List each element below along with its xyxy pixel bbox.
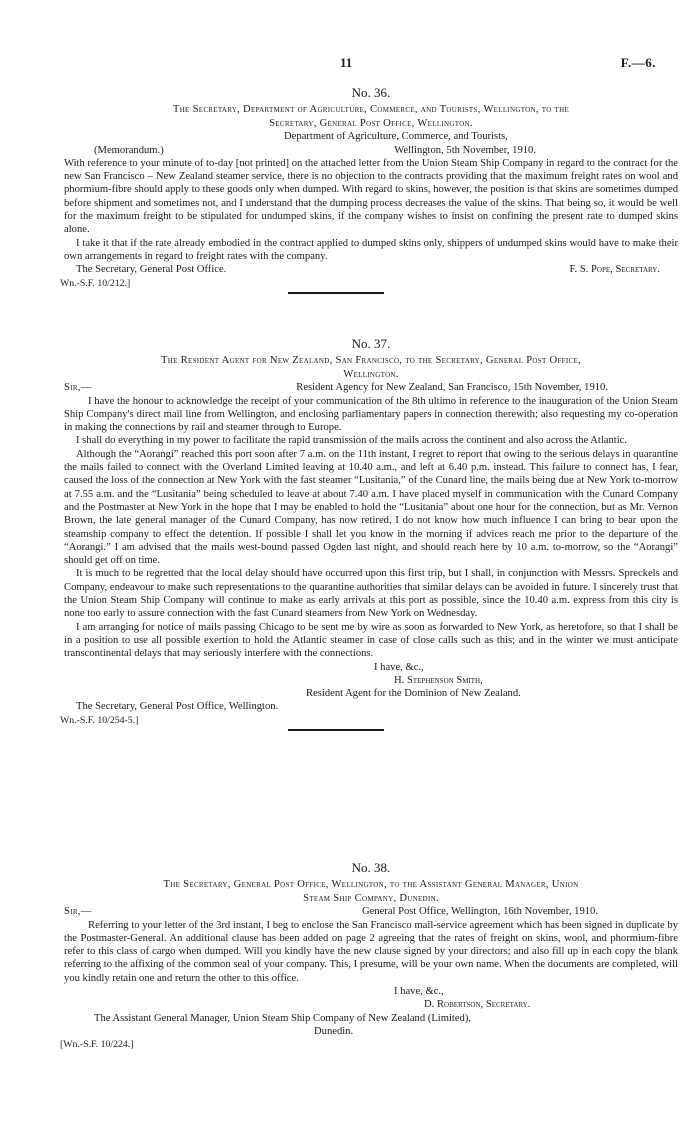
paragraph: I am arranging for notice of mails passing Chicago to be sent me by wire as soon as forwarded to New York, as heretofore, so that I shall be in a position to use all possible exertion to hold the Atlantic steamer in case of close calls such as this; and in the winter we must anticipate transcontinental delays that may seriously interfere with the connections. [64, 621, 678, 660]
paragraph: It is much to be regretted that the local delay should have occurred upon this first trip, but I shall, in conjunction with Messrs. Spreckels and Company, endeavour to make such representations to the quarantine authorities that similar delays can be avoided in future. I sincerely trust that the Union Steam Ship Company will continue to make as early arrivals at this port as possible, since the 10.40 a.m. express from this city is none too early to assure connection with the fast Cunard steamers from New York on Wednesday. [64, 568, 678, 620]
section-no-36 [60, 85, 678, 300]
heading-line: The Secretary, General Post Office, Wellington, to the Assistant General Manager, Union [163, 879, 579, 891]
section-number: No. 37. [351, 336, 391, 351]
memo-label: (Memorandum.) [94, 144, 164, 156]
document-reference: F.—6. [620, 55, 656, 70]
addressee: The Secretary, General Post Office, Wellington. [76, 701, 279, 713]
file-reference: [Wn.-S.F. 10/224.] [60, 1039, 134, 1051]
page-number: 11 [340, 55, 353, 70]
section-heading [64, 878, 678, 905]
section-divider [64, 727, 678, 737]
paragraph: With reference to your minute of to-day [not printed] on the attached letter from the Union Steam Ship Company in regard to the contract for the new San Francisco – New Zealand steamer service, there is no objection to the contracts providing that the maximum freight rates on wool and phormium-fibre should apply to these goods only when dumped. With regard to skins, however, the position is that skins are sometimes dumped before shipment and sometimes not, and I understand that the dumping process decreases the value of the skins. That being so, it would be well for the maximum freight to be stipulated for undumped skins, if the company wishes to insist on confining the present rate to dumped skins alone. [64, 157, 678, 236]
file-reference: Wn.-S.F. 10/254-5.] [60, 714, 139, 726]
section-number: No. 38. [351, 860, 391, 875]
signature: F. S. Pope, Secretary. [569, 264, 660, 276]
place-date: Resident Agency for New Zealand, San Francisco, 15th November, 1910. [296, 382, 608, 394]
heading-line: Secretary, General Post Office, Wellington. [269, 117, 473, 129]
signer-title: Resident Agent for the Dominion of New Zealand. [306, 688, 521, 700]
paragraph: I take it that if the rate already embodied in the contract applied to dumped skins only, shippers of undumped skins would have to make their own arrangements in regard to freight rates with the company. [64, 237, 678, 262]
paragraph: Although the “Aorangi” reached this port soon after 7 a.m. on the 11th instant, I regret to report that owing to the serious delays in quarantine the mails failed to connect with the Overland Limited leaving at 10.40 a.m., and left at 6.40 p.m. instead. This failure to connect has, I fear, caused the loss of the connection at New York with the fast steamer “Lusitania,” of the Cunard line, the mails being due at New York to-morrow at 7.55 a.m. and the “Lusitania” being scheduled to leave at about 7.40 a.m. I have placed myself in communication with the Cunard Company and the Postmaster at New York in the hope that I may be enabled to hold the “Lusitania” about one hour for the connection, but as Mr. Vernon Brown, the late general manager of the Cunard Company, has now retired, I do not know how much influence I can bring to bear upon the steamship company to effect the detention. If possible I shall let you know in the morning if advices reach me prior to the departure of the “Aorangi.” I am advised that the mails west-bound passed Ogden last night, and should reach here by 10 a.m. to-morrow, so the “Aorangi” should get off on time. [64, 448, 678, 567]
addressee: The Secretary, General Post Office. [76, 264, 227, 276]
addressee: The Assistant General Manager, Union Steam Ship Company of New Zealand (Limited), [94, 1012, 472, 1024]
section-no-37 [60, 336, 678, 737]
section-heading [64, 354, 678, 381]
memo-line [64, 144, 678, 157]
section-number: No. 36. [351, 85, 391, 100]
salutation: Sir,— [64, 382, 92, 394]
department-line: Department of Agriculture, Commerce, and Tourists, [284, 131, 508, 143]
paragraph: Referring to your letter of the 3rd instant, I beg to enclose the San Francisco mail-service agreement which has been signed in duplicate by the Postmaster-General. An additional clause has been added on page 2 agreeing that the rates of freight on skins, wool, and phormium-fibre refer to this class of cargo when dumped. Will you kindly have the new clause signed by your directors; and also fill up in each copy the blank referring to the affixing of the common seal of your company. This, I presume, will be your own name. When the documents are completed, will you kindly retain one and return the other to this office. [64, 919, 678, 984]
section-divider [64, 290, 678, 300]
place-date: General Post Office, Wellington, 16th November, 1910. [361, 906, 598, 918]
salutation-line [64, 381, 678, 394]
file-reference: Wn.-S.F. 10/212.] [60, 277, 131, 289]
signer-name: D. Robertson, Secretary. [424, 999, 531, 1011]
section-no-38 [60, 860, 678, 1052]
running-header [0, 56, 700, 72]
section-heading [64, 103, 678, 130]
addressee-city: Dunedin. [314, 1025, 354, 1037]
salutation: Sir,— [64, 906, 92, 918]
heading-line: Steam Ship Company, Dunedin. [303, 892, 439, 904]
closing: I have, &c., [394, 986, 444, 998]
paragraph: I shall do everything in my power to facilitate the rapid transmission of the mails across the continent and also across the Atlantic. [76, 435, 628, 447]
closing: I have, &c., [374, 661, 424, 673]
heading-line: The Secretary, Department of Agriculture, Commerce, and Tourists, Wellington, to the [172, 104, 570, 116]
salutation-line [64, 905, 678, 918]
signature-line [64, 263, 678, 276]
paragraph: I have the honour to acknowledge the receipt of your communication of the 8th ultimo in reference to the inauguration of the Union Steam Ship Company's direct mail line from Wellington, and enclosing parliamentary papers in connection therewith; also requesting my co-operation in making the connections by rail and steamer through to Europe. [64, 395, 678, 434]
heading-line: Wellington. [343, 368, 399, 380]
heading-line: The Resident Agent for New Zealand, San Francisco, to the Secretary, General Post Office, [161, 355, 581, 367]
signer-name: H. Stephenson Smith, [394, 674, 483, 686]
place-date: Wellington, 5th November, 1910. [394, 144, 536, 156]
